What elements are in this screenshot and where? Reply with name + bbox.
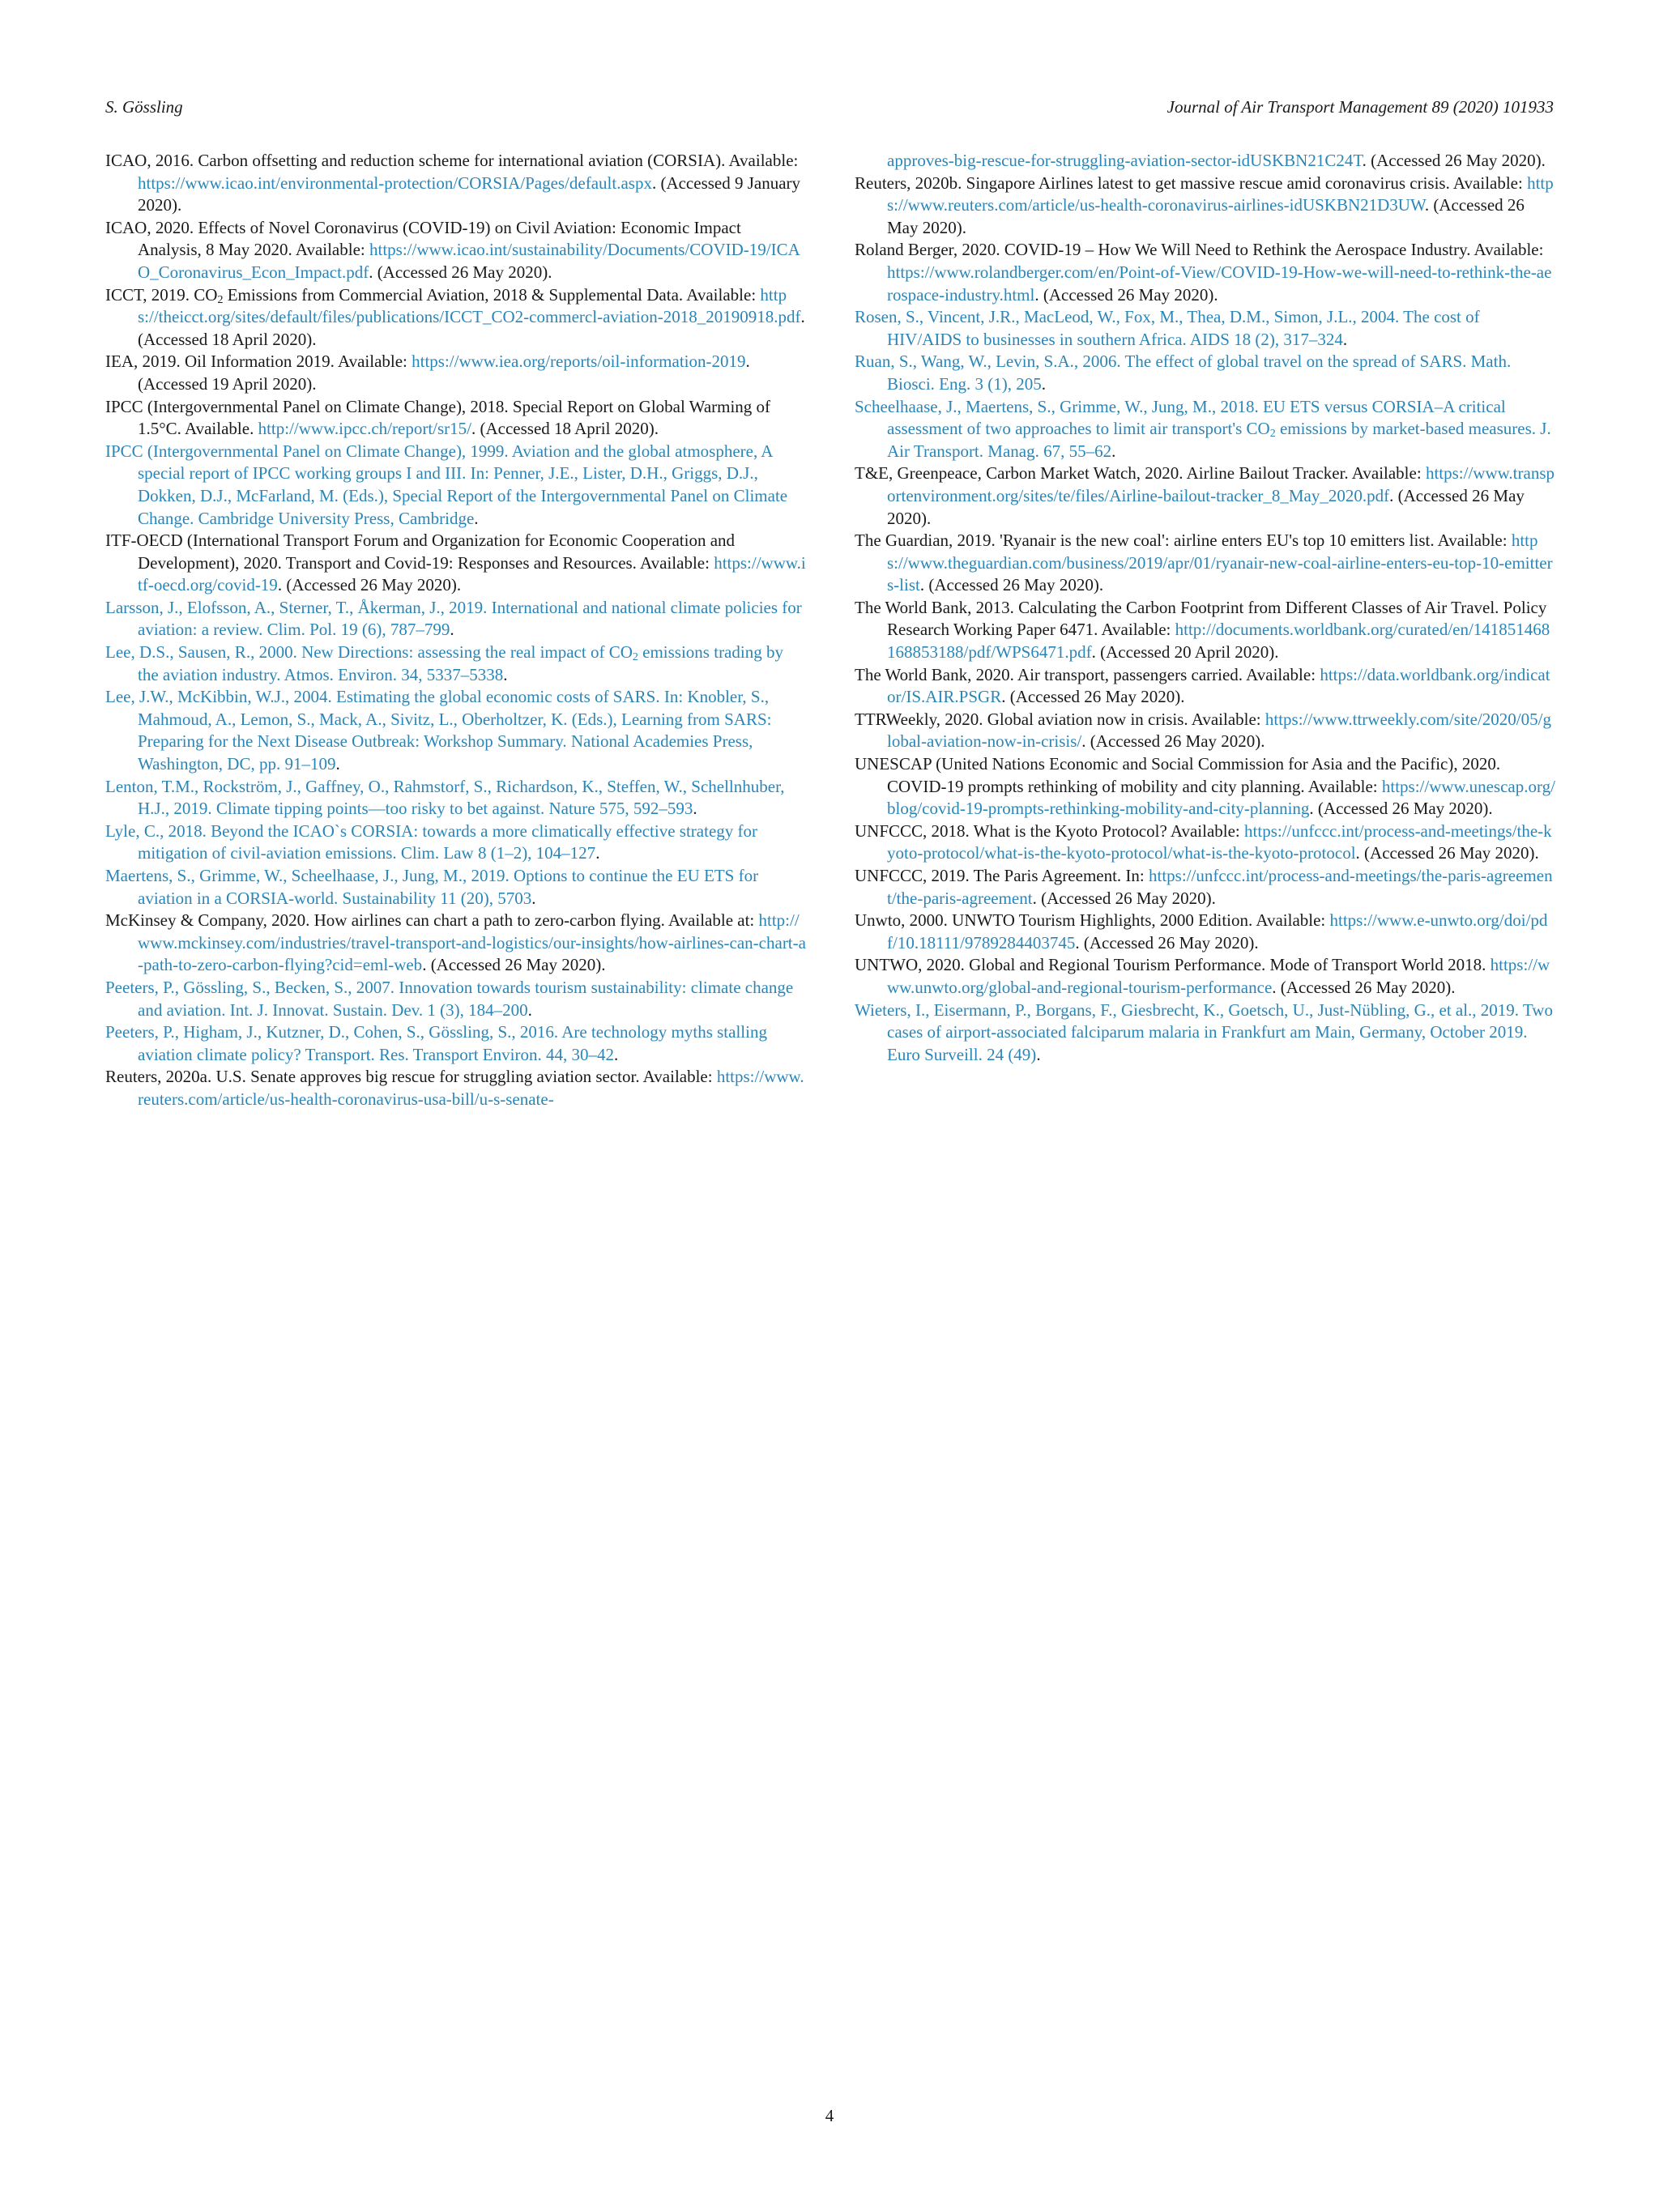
reference-citation-link[interactable] [855,397,1551,461]
reference-citation-link[interactable]: Ruan, S., Wang, W., Levin, S.A., 2006. The effect of global travel on the spread of SARS. Math. Biosci. Eng. 3 (1), 205 [855,352,1512,394]
reference-citation-link[interactable]: Lee, J.W., McKibbin, W.J., 2004. Estimating the global economic costs of SARS. In: Knobler, S., Mahmoud, A., Lemon, S., Mack, A., Sivitz, L., Oberholtzer, K. (Eds.), Learning from SARS: Preparing for the Next Disease Outbreak: Workshop Summary. National Academies Press, Washington, DC, pp. 91–109 [105,687,772,774]
reference-suffix: . (Accessed 26 May 2020). [1081,731,1265,752]
reference-entry [105,396,806,441]
reference-entry [855,462,1555,530]
reference-url-link[interactable]: https://unfccc.int/process-and-meetings/the-paris-agreement/the-paris-agreement [887,866,1553,908]
reference-suffix: . [474,508,479,528]
reference-entry [105,351,806,395]
reference-suffix: . [595,843,600,863]
reference-text: ICCT, 2019. CO [105,284,218,305]
citation-text: Lee, D.S., Sausen, R., 2000. New Directions: assessing the real impact of CO [105,642,633,663]
reference-text: Reuters, 2020a. U.S. Senate approves big rescue for struggling aviation sector. Available: [105,1067,717,1087]
reference-suffix: . [531,888,536,908]
reference-url-link[interactable]: http://www.ipcc.ch/report/sr15/ [258,419,471,439]
reference-entry [855,709,1555,753]
reference-suffix: . (Accessed 26 May 2020). [919,575,1104,595]
reference-entry [855,351,1555,395]
reference-url-link[interactable]: https://www.icao.int/environmental-protection/CORSIA/Pages/default.aspx [138,173,652,193]
reference-suffix: . (Accessed 26 May 2020). [1001,687,1185,707]
reference-suffix: . (Accessed 26 May 2020). [277,575,462,595]
reference-text: Reuters, 2020b. Singapore Airlines latest to get massive rescue amid coronavirus crisis. Available: [855,173,1528,193]
reference-entry [855,396,1555,463]
reference-suffix: . [613,1044,619,1064]
reference-url-link[interactable]: https://unfccc.int/process-and-meetings/the-kyoto-protocol/what-is-the-kyoto-protocol/what-is-the-kyoto-protocol [887,820,1552,863]
reference-text: IEA, 2019. Oil Information 2019. Available: [105,352,412,372]
reference-suffix: . [527,999,532,1020]
reference-url-link[interactable]: https://www.ttrweekly.com/site/2020/05/global-aviation-now-in-crisis/ [887,709,1551,752]
reference-suffix: . [503,664,508,684]
reference-suffix: . (Accessed 9 January 2020). [138,173,801,215]
reference-suffix: . (Accessed 19 April 2020). [138,352,750,394]
reference-suffix: . (Accessed 26 May 2020). [1309,799,1493,819]
reference-entry [105,284,806,352]
reference-text: UNFCCC, 2018. What is the Kyoto Protocol? Available: [855,820,1245,841]
reference-url-link[interactable]: https://www.icao.int/sustainability/Documents/COVID-19/ICAO_Coronavirus_Econ_Impact.pdf [138,240,800,282]
reference-text: The Guardian, 2019. 'Ryanair is the new coal': airline enters EU's top 10 emitters list. Available: [855,531,1512,551]
reference-suffix: . (Accessed 26 May 2020). [1355,843,1539,863]
reference-text: ICAO, 2016. Carbon offsetting and reduction scheme for international aviation (CORSIA). Available: [105,151,799,170]
reference-entry [105,441,806,530]
reference-entry [105,910,806,977]
reference-suffix: . (Accessed 26 May 2020). [887,195,1525,237]
reference-text: TTRWeekly, 2020. Global aviation now in crisis. Available: [855,709,1265,729]
reference-entry [855,150,1555,173]
reference-entry [105,1066,806,1110]
reference-entry [855,173,1555,240]
reference-suffix: . [1111,441,1116,461]
running-header-author: S. Gössling [105,97,183,117]
citation-text: Scheelhaase, J., Maertens, S., Grimme, W., Jung, M., 2018. EU ETS versus CORSIA–A critical assessment of two approaches to limit air transport's CO [855,396,1506,439]
reference-citation-link[interactable]: Maertens, S., Grimme, W., Scheelhaase, J., Jung, M., 2019. Options to continue the EU ETS for aviation in a CORSIA-world. Sustainability 11 (20), 5703 [105,866,759,908]
reference-url-link[interactable]: https://www.reuters.com/article/us-health-coronavirus-usa-bill/u-s-senate- [138,1067,804,1109]
reference-entry [105,217,806,284]
reference-suffix: . (Accessed 26 May 2020). [1034,284,1218,305]
reference-suffix: . (Accessed 26 May 2020). [1032,888,1216,908]
reference-entry [105,686,806,775]
reference-text: ICAO, 2020. Effects of Novel Coronavirus (COVID-19) on Civil Aviation: Economic Impact Analysis, 8 May 2020. Available: [105,217,741,260]
reference-entry [855,664,1555,709]
reference-text: IPCC (Intergovernmental Panel on Climate Change), 2018. Special Report on Global Warming of 1.5°C. Available. [105,396,771,439]
reference-suffix: . (Accessed 18 April 2020). [138,307,805,349]
reference-url-link[interactable]: https://data.worldbank.org/indicator/IS.AIR.PSGR [887,664,1550,707]
references-column-left [105,150,806,1111]
reference-text: Unwto, 2000. UNWTO Tourism Highlights, 2000 Edition. Available: [855,910,1330,931]
reference-entry [855,910,1555,954]
reference-suffix: . (Accessed 26 May 2020). [422,955,606,975]
reference-url-link[interactable]: approves-big-rescue-for-struggling-aviation-sector-idUSKBN21C24T [887,151,1363,170]
reference-citation-link[interactable] [105,642,783,684]
reference-suffix: . (Accessed 26 May 2020). [1272,977,1456,997]
reference-entry [105,820,806,865]
reference-entry [105,977,806,1021]
reference-suffix: . [693,799,697,819]
reference-url-link[interactable]: https://www.reuters.com/article/us-health-coronavirus-airlines-idUSKBN21D3UW [887,173,1554,215]
reference-citation-link[interactable]: IPCC (Intergovernmental Panel on Climate Change), 1999. Aviation and the global atmosphere, A special report of IPCC working groups I and III. In: Penner, J.E., Lister, D.H., Griggs, D.J., Dokken, D.J., McFarland, M. (Eds.), Special Report of the Intergovernmental Panel on Climate Change. Cambridge University Press, Cambridge [105,441,788,528]
reference-text: McKinsey & Company, 2020. How airlines can chart a path to zero-carbon flying. Available at: [105,910,759,931]
reference-entry [855,239,1555,306]
reference-suffix: . [1342,329,1348,349]
citation-text: emissions by market-based measures. J. Air Transport. Manag. 67, 55–62 [887,419,1551,461]
reference-entry [855,865,1555,910]
reference-suffix: . [1036,1044,1041,1064]
reference-entry [105,1021,806,1066]
reference-entry [855,597,1555,664]
reference-entry [105,597,806,641]
reference-url-link[interactable]: http://documents.worldbank.org/curated/en/141851468168853188/pdf/WPS6471.pdf [887,620,1550,663]
reference-url-link[interactable]: https://www.unescap.org/blog/covid-19-prompts-rethinking-mobility-and-city-planning [887,776,1555,819]
reference-suffix: . (Accessed 26 May 2020). [1075,932,1259,953]
page-number: 4 [825,2106,834,2125]
citation-text: emissions trading by the aviation industry. Atmos. Environ. 34, 5337–5338 [138,642,783,684]
reference-suffix: . (Accessed 20 April 2020). [1091,642,1279,663]
reference-entry [855,306,1555,351]
reference-entry [105,865,806,910]
references-column-right [855,150,1555,1066]
reference-suffix: . (Accessed 18 April 2020). [471,419,659,439]
subscript: 2 [632,651,638,664]
reference-url-link[interactable]: https://www.itf-oecd.org/covid-19 [138,552,806,595]
reference-text: T&E, Greenpeace, Carbon Market Watch, 2020. Airline Bailout Tracker. Available: [855,463,1426,484]
reference-citation-link[interactable]: Peeters, P., Gössling, S., Becken, S., 2007. Innovation towards tourism sustainability: climate change and aviation. Int. J. Innovat. Sustain. Dev. 1 (3), 184–200 [105,977,794,1020]
reference-entry [855,999,1555,1067]
reference-entry [105,150,806,217]
reference-entry [855,530,1555,597]
reference-text: Roland Berger, 2020. COVID-19 – How We Will Need to Rethink the Aerospace Industry. Available: [855,240,1544,260]
reference-suffix: . [450,620,454,640]
reference-url-link[interactable]: http://www.mckinsey.com/industries/travel-transport-and-logistics/our-insights/how-airlines-can-chart-a-path-to-zero-carbon-flying?cid=eml-web [138,910,806,975]
reference-suffix: . [335,754,340,774]
subscript: 2 [1269,428,1276,441]
reference-entry [105,776,806,820]
reference-citation-link[interactable]: Lyle, C., 2018. Beyond the ICAO`s CORSIA: towards a more climatically effective strategy for mitigation of civil-aviation emissions. Clim. Law 8 (1–2), 104–127 [105,820,758,863]
reference-text: Emissions from Commercial Aviation, 2018 & Supplemental Data. Available: [223,284,761,305]
reference-url-link[interactable]: https://www.rolandberger.com/en/Point-of-View/COVID-19-How-we-will-need-to-rethink-the-aerospace-industry.html [887,262,1552,305]
reference-text: The World Bank, 2020. Air transport, passengers carried. Available: [855,664,1320,684]
reference-text: The World Bank, 2013. Calculating the Carbon Footprint from Different Classes of Air Travel. Policy Research Working Paper 6471. Available: [855,597,1547,640]
reference-entry [105,530,806,597]
reference-suffix: . (Accessed 26 May 2020). [369,262,552,282]
reference-text: UNESCAP (United Nations Economic and Social Commission for Asia and the Pacific), 2020. COVID-19 prompts rethinking of mobility and city planning. Available: [855,754,1501,796]
subscript: 2 [217,293,224,306]
reference-suffix: . [1041,373,1046,394]
reference-citation-link[interactable]: Wieters, I., Eisermann, P., Borgans, F., Giesbrecht, K., Goetsch, U., Just-Nübling, G., et al., 2019. Two cases of airport-associated falciparum malaria in Frankfurt am Main, Germany, October 2019. Euro Surveill. 24 (49) [855,999,1553,1064]
reference-citation-link[interactable]: Lenton, T.M., Rockström, J., Gaffney, O., Rahmstorf, S., Richardson, K., Steffen, W., Schellnhuber, H.J., 2019. Climate tipping points—too risky to bet against. Nature 575, 592–593 [105,776,785,819]
reference-url-link[interactable]: https://www.iea.org/reports/oil-information-2019 [412,352,746,372]
reference-entry [855,954,1555,999]
reference-suffix: . (Accessed 26 May 2020). [1362,151,1546,170]
running-header-journal: Journal of Air Transport Management 89 (2020) 101933 [1166,97,1554,117]
reference-url-link[interactable]: https://www.transportenvironment.org/sites/te/files/Airline-bailout-tracker_8_May_2020.pdf [887,463,1555,505]
reference-entry [855,753,1555,820]
reference-text: UNTWO, 2020. Global and Regional Tourism Performance. Mode of Transport World 2018. [855,955,1491,975]
reference-entry [855,820,1555,865]
reference-citation-link[interactable]: Rosen, S., Vincent, J.R., MacLeod, W., Fox, M., Thea, D.M., Simon, J.L., 2004. The cost of HIV/AIDS to businesses in southern Africa. AIDS 18 (2), 317–324 [855,307,1480,349]
reference-text: ITF-OECD (International Transport Forum and Organization for Economic Cooperation and Development), 2020. Transport and Covid-19: Responses and Resources. Available: [105,531,736,573]
reference-citation-link[interactable]: Larsson, J., Elofsson, A., Sterner, T., Åkerman, J., 2019. International and national climate policies for aviation: a review. Clim. Pol. 19 (6), 787–799 [105,597,802,640]
reference-url-link[interactable]: https://www.theguardian.com/business/2019/apr/01/ryanair-new-coal-airline-enters-eu-top-10-emitters-list [887,531,1553,595]
reference-text: UNFCCC, 2019. The Paris Agreement. In: [855,866,1149,885]
reference-entry [105,641,806,686]
reference-url-link[interactable]: https://www.e-unwto.org/doi/pdf/10.18111/9789284403745 [887,910,1548,953]
reference-citation-link[interactable]: Peeters, P., Higham, J., Kutzner, D., Cohen, S., Gössling, S., 2016. Are technology myths stalling aviation climate policy? Transport. Res. Transport Environ. 44, 30–42 [105,1022,767,1064]
reference-suffix: . (Accessed 26 May 2020). [887,485,1525,528]
reference-url-link[interactable]: https://theicct.org/sites/default/files/publications/ICCT_CO2-commercl-aviation-2018_20190918.pdf [138,284,801,327]
reference-url-link[interactable]: https://www.unwto.org/global-and-regional-tourism-performance [887,955,1550,997]
